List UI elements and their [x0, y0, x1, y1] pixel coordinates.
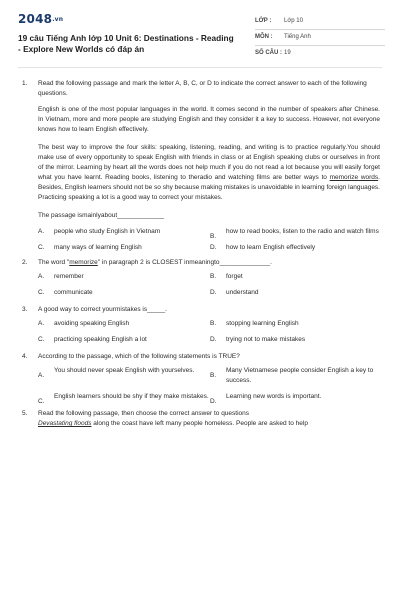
logo-text: 2048 — [18, 12, 53, 26]
option-letter: A. — [38, 228, 45, 235]
underlined-phrase: Devastating floods — [38, 420, 92, 427]
question-prompt: According to the passage, which of the following statements is TRUE? — [38, 353, 240, 360]
question-3 — [18, 305, 380, 345]
meta-key: MÔN : — [255, 34, 273, 40]
question-4 — [18, 352, 380, 405]
option-text: Many Vietnamese people consider English a key to success. — [226, 367, 374, 384]
option-text: forget — [226, 273, 243, 280]
meta-key: SỐ CÂU : — [255, 50, 282, 56]
option-c[interactable] — [38, 288, 210, 298]
option-letter: A. — [38, 320, 45, 327]
options-grid — [38, 272, 380, 298]
option-letter: D. — [210, 289, 217, 296]
underlined-phrase: memorize words — [329, 174, 379, 181]
option-c[interactable] — [38, 243, 210, 253]
option-text: how to read books, listen to the radio and watch films — [226, 228, 379, 235]
option-c[interactable] — [38, 335, 210, 345]
underlined-word: memorize — [69, 259, 98, 266]
question-number: 2. — [22, 259, 28, 266]
prompt-text: The word " — [38, 259, 70, 266]
option-d[interactable] — [210, 243, 382, 253]
meta-row-subject — [255, 30, 385, 46]
option-a[interactable] — [38, 366, 210, 386]
option-d[interactable] — [210, 335, 382, 345]
passage-paragraph — [38, 143, 380, 203]
option-text: You should never speak English with yourselves. — [54, 367, 195, 374]
option-text: communicate — [54, 289, 93, 296]
option-b[interactable] — [210, 366, 382, 386]
logo-suffix: .vn — [52, 16, 64, 23]
option-letter: C. — [38, 244, 45, 251]
question-5 — [18, 409, 380, 429]
option-text: understand — [226, 289, 259, 296]
option-a[interactable] — [38, 319, 210, 329]
meta-value: Tiếng Anh — [284, 34, 311, 40]
option-letter: C. — [38, 336, 45, 343]
option-letter: B. — [210, 273, 217, 280]
option-b[interactable] — [210, 227, 382, 240]
options-grid — [38, 319, 380, 345]
option-text: English learners should be shy if they make mistakes. — [54, 393, 209, 400]
question-prompt: Read the following passage and mark the letter A, B, C, or D to indicate the correct answer to each of the following questions. — [38, 80, 367, 97]
option-text: many ways of learning English — [54, 244, 142, 251]
option-text: remember — [54, 273, 84, 280]
question-prompt: A good way to correct yourmistakes is_____. — [38, 306, 167, 313]
option-d[interactable] — [210, 392, 382, 405]
meta-table — [255, 14, 385, 61]
option-text: Learning new words is important. — [226, 393, 322, 400]
meta-row-class — [255, 14, 385, 30]
option-letter: A. — [38, 372, 45, 379]
question-2 — [18, 258, 380, 298]
option-text: trying not to make mistakes — [226, 336, 306, 343]
question-number: 1. — [22, 80, 28, 87]
option-letter: D. — [210, 244, 217, 251]
question-1 — [18, 79, 380, 253]
option-b[interactable] — [210, 272, 382, 282]
option-text: people who study English in Vietnam — [54, 228, 161, 235]
option-a[interactable] — [38, 272, 210, 282]
option-text: stopping learning English — [226, 320, 299, 327]
question-prompt — [38, 258, 380, 268]
option-d[interactable] — [210, 288, 382, 298]
option-letter: D. — [210, 398, 217, 405]
prompt-text: " in paragraph 2 is CLOSEST inmeaningto — [97, 259, 220, 266]
option-letter: D. — [210, 336, 217, 343]
option-text: avoiding speaking English — [54, 320, 130, 327]
option-text: how to learn English effectively — [226, 244, 316, 251]
question-number: 5. — [22, 410, 28, 417]
option-letter: C. — [38, 398, 45, 405]
meta-key: LỚP : — [255, 18, 272, 24]
question-number: 3. — [22, 306, 28, 313]
question-prompt: Read the following passage, then choose the correct answer to questions — [38, 410, 250, 417]
questions-list — [18, 79, 380, 436]
option-a[interactable] — [38, 227, 210, 237]
answer-blank: ______________. — [219, 259, 272, 266]
options-grid — [38, 366, 380, 405]
option-text: practicing speaking English a lot — [54, 336, 147, 343]
option-letter: C. — [38, 289, 45, 296]
passage-text: The best way to improve the four skills: speaking, listening, reading, and writing is to practice regularly.You should make use of every opportunity to speak English with friends in class or at English speaking clubs or ourselves in front of the mirror. Learning by heart all the words does not help much if you do not read a lot because you will easily forget what you have learnt. Reading books, listening to theradio and watching films are better ways to — [38, 144, 380, 181]
option-letter: A. — [38, 273, 45, 280]
meta-row-count — [255, 46, 385, 61]
meta-value: Lớp 10 — [284, 18, 303, 24]
header-divider — [18, 67, 382, 68]
passage-text: along the coast have left many people homeless. People are asked to help — [91, 420, 308, 427]
passage-paragraph: English is one of the most popular languages in the world. It comes second in the number of speakers after Chinese. In Vietnam, more and more people are studying English and they consider it a key to success. However, not everyone knows how to learn English effectively. — [38, 106, 380, 133]
option-c[interactable] — [38, 392, 210, 405]
site-logo[interactable] — [18, 12, 63, 26]
passage-start — [38, 419, 380, 429]
passage-text: . Besides, English learners should not be so shy because making mistakes is unavoidable in learning foreign languages. Practicing speaking a lot is a good way to correct your mistakes. — [38, 174, 380, 201]
question-stem: The passage ismainlyabout_____________ — [38, 212, 165, 219]
option-b[interactable] — [210, 319, 382, 329]
option-letter: B. — [210, 233, 217, 240]
header — [0, 0, 400, 60]
question-number: 4. — [22, 353, 28, 360]
option-letter: B. — [210, 320, 217, 327]
page-title: 19 câu Tiếng Anh lớp 10 Unit 6: Destinations - Reading - Explore New Worlds có đáp án — [18, 33, 234, 54]
option-letter: B. — [210, 372, 217, 379]
meta-value: 19 — [284, 50, 291, 56]
options-grid — [38, 227, 380, 253]
